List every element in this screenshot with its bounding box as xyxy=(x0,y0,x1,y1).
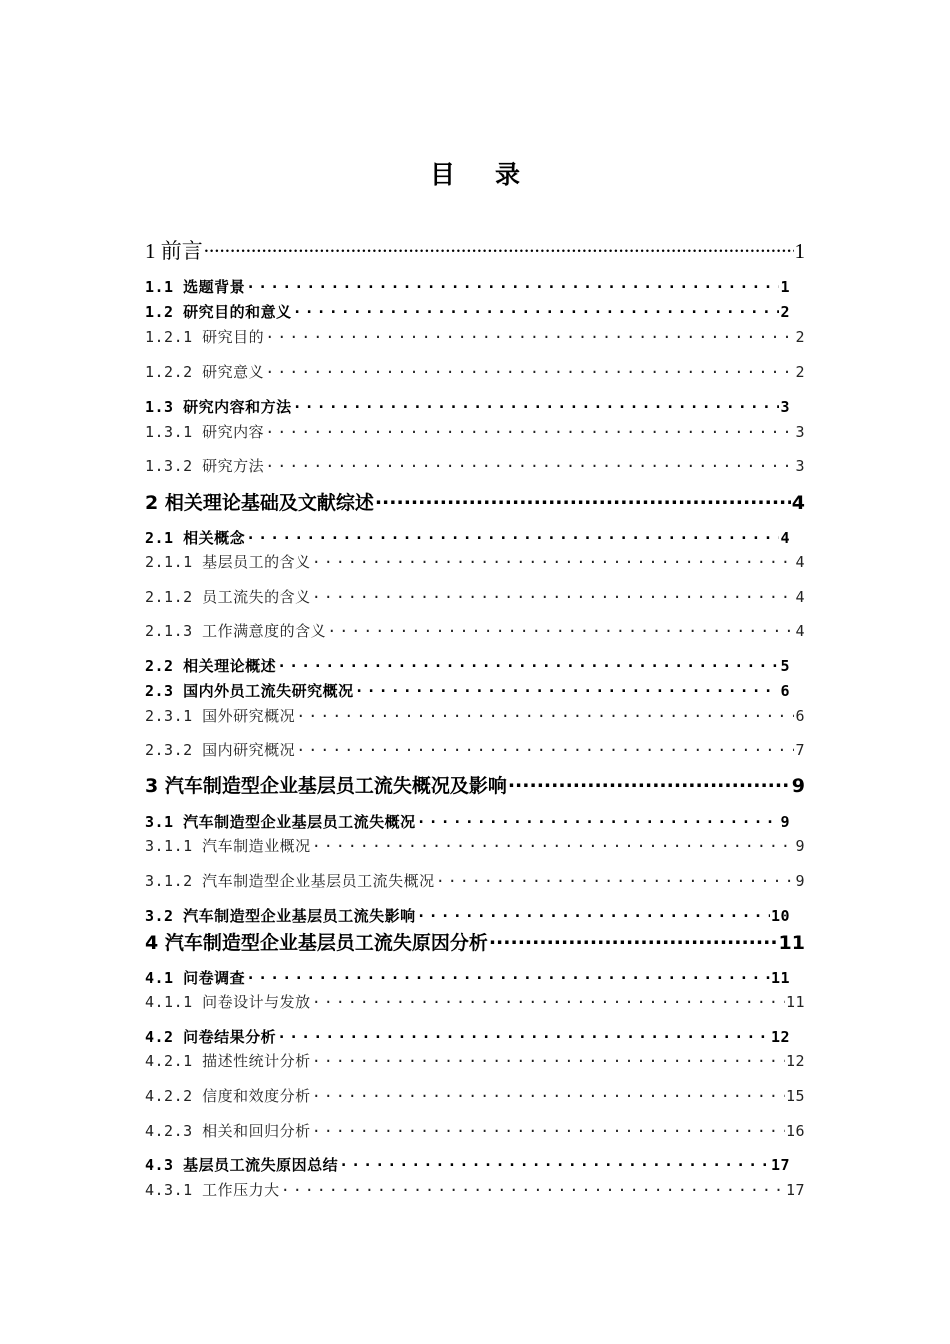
toc-entry-label: 4.3.1 工作压力大 xyxy=(145,1181,280,1199)
dot-leader xyxy=(296,706,794,721)
toc-page-number: 9 xyxy=(791,775,805,797)
page-title xyxy=(0,158,950,192)
toc-page-number: 3 xyxy=(795,423,805,441)
toc-page-number: 10 xyxy=(770,907,790,925)
title-char-1: 目 xyxy=(429,160,455,189)
toc-page-number: 11 xyxy=(778,932,805,954)
toc-page-number: 3 xyxy=(780,398,790,416)
toc-entry[interactable] xyxy=(145,991,805,1012)
toc-page-number: 9 xyxy=(780,813,790,831)
dot-leader xyxy=(312,836,795,851)
toc-entry[interactable] xyxy=(145,1050,805,1071)
dot-leader xyxy=(296,740,794,755)
dot-leader xyxy=(277,1027,770,1042)
dot-leader xyxy=(312,1051,785,1066)
toc-entry[interactable] xyxy=(145,811,790,832)
dot-leader xyxy=(265,327,794,342)
toc-entry-label: 2.1.3 工作满意度的含义 xyxy=(145,622,327,640)
toc-entry-label: 1.3.1 研究内容 xyxy=(145,423,265,441)
toc-entry[interactable] xyxy=(145,421,805,442)
toc-entry[interactable] xyxy=(145,527,790,548)
toc-page-number: 1 xyxy=(794,239,805,263)
toc-page-number: 9 xyxy=(795,837,805,855)
toc-entry[interactable] xyxy=(145,276,790,297)
toc-entry[interactable] xyxy=(145,1085,805,1106)
toc-page-number: 17 xyxy=(770,1156,790,1174)
toc-page-number: 12 xyxy=(785,1052,805,1070)
toc-entry-label: 2.1.1 基层员工的含义 xyxy=(145,553,311,571)
dot-leader xyxy=(246,277,779,292)
toc-page-number: 4 xyxy=(795,553,805,571)
toc-page-number: 11 xyxy=(785,993,805,1011)
dot-leader xyxy=(265,422,794,437)
dot-leader xyxy=(339,1155,770,1170)
dot-leader xyxy=(265,362,794,377)
toc-entry-label: 4 汽车制造型企业基层员工流失原因分析 xyxy=(145,932,488,954)
dot-leader xyxy=(312,1121,785,1136)
toc-page-number: 2 xyxy=(780,303,790,321)
toc-entry-label: 4.3 基层员工流失原因总结 xyxy=(145,1156,339,1174)
dot-leader xyxy=(489,930,778,949)
toc-page-number: 2 xyxy=(795,363,805,381)
toc-entry[interactable] xyxy=(145,835,805,856)
toc-entry[interactable] xyxy=(145,967,790,988)
toc-entry-label: 1.2 研究目的和意义 xyxy=(145,303,292,321)
dot-leader xyxy=(417,906,770,921)
toc-page-number: 15 xyxy=(785,1087,805,1105)
toc-entry-label: 2.3.2 国内研究概况 xyxy=(145,741,296,759)
toc-entry[interactable] xyxy=(145,586,805,607)
dot-leader xyxy=(312,1086,785,1101)
toc-entry-label: 2.2 相关理论概述 xyxy=(145,657,277,675)
toc-entry-label: 3.1.2 汽车制造型企业基层员工流失概况 xyxy=(145,872,435,890)
toc-entry[interactable] xyxy=(145,771,805,798)
toc-entry-label: 4.2.3 相关和回归分析 xyxy=(145,1122,311,1140)
toc-entry[interactable] xyxy=(145,1120,805,1141)
dot-leader xyxy=(293,302,780,317)
toc-entry-label: 2 相关理论基础及文献综述 xyxy=(145,492,374,514)
dot-leader xyxy=(508,773,791,792)
toc-entry[interactable] xyxy=(145,396,790,417)
toc-entry[interactable] xyxy=(145,1026,790,1047)
toc-page-number: 9 xyxy=(795,872,805,890)
toc-entry[interactable] xyxy=(145,620,805,641)
toc-page-number: 12 xyxy=(770,1028,790,1046)
toc-entry[interactable] xyxy=(145,739,805,760)
toc-page-number: 3 xyxy=(795,457,805,475)
toc-entry-label: 4.2 问卷结果分析 xyxy=(145,1028,277,1046)
toc-entry-label: 1 前言 xyxy=(145,239,203,263)
dot-leader xyxy=(293,397,780,412)
toc-entry-label: 1.3.2 研究方法 xyxy=(145,457,265,475)
dot-leader xyxy=(417,812,780,827)
toc-entry-label: 2.3 国内外员工流失研究概况 xyxy=(145,682,354,700)
dot-leader xyxy=(312,992,785,1007)
toc-page-number: 11 xyxy=(770,969,790,987)
toc-page-number: 1 xyxy=(780,278,790,296)
toc-page-number: 4 xyxy=(791,492,805,514)
toc-entry-label: 2.3.1 国外研究概况 xyxy=(145,707,296,725)
toc-page-number: 17 xyxy=(785,1181,805,1199)
toc-entry[interactable] xyxy=(145,361,805,382)
toc-page-number: 6 xyxy=(780,682,790,700)
toc-entry-label: 1.2.2 研究意义 xyxy=(145,363,265,381)
toc-entry[interactable] xyxy=(145,680,790,701)
toc-entry-label: 3 汽车制造型企业基层员工流失概况及影响 xyxy=(145,775,507,797)
toc-entry-label: 1.2.1 研究目的 xyxy=(145,328,265,346)
toc-entry-label: 4.1.1 问卷设计与发放 xyxy=(145,993,311,1011)
toc-entry[interactable] xyxy=(145,928,805,955)
dot-leader xyxy=(246,528,779,543)
dot-leader xyxy=(277,656,779,671)
title-char-2: 录 xyxy=(495,160,521,189)
toc-page-number: 4 xyxy=(795,588,805,606)
toc-entry-label: 3.1 汽车制造型企业基层员工流失概况 xyxy=(145,813,416,831)
toc-page-number: 6 xyxy=(795,707,805,725)
dot-leader xyxy=(246,968,770,983)
toc-page-number: 5 xyxy=(780,657,790,675)
dot-leader xyxy=(327,621,794,636)
toc-entry-label: 2.1.2 员工流失的含义 xyxy=(145,588,311,606)
toc-page-number: 2 xyxy=(795,328,805,346)
toc-page-number: 16 xyxy=(785,1122,805,1140)
toc-entry[interactable] xyxy=(145,301,790,322)
toc-entry[interactable] xyxy=(145,655,790,676)
dot-leader xyxy=(265,456,794,471)
dot-leader xyxy=(281,1180,785,1195)
toc-entry[interactable] xyxy=(145,1179,805,1200)
dot-leader xyxy=(204,237,794,258)
toc-entry[interactable] xyxy=(145,905,790,926)
toc-entry[interactable] xyxy=(145,705,805,726)
toc-entry[interactable] xyxy=(145,455,805,476)
toc-entry[interactable] xyxy=(145,551,805,572)
toc-entry-label: 3.2 汽车制造型企业基层员工流失影响 xyxy=(145,907,416,925)
toc-entry-label: 4.1 问卷调查 xyxy=(145,969,246,987)
toc-page-number: 7 xyxy=(795,741,805,759)
dot-leader xyxy=(312,587,795,602)
toc-entry[interactable] xyxy=(145,326,805,347)
dot-leader xyxy=(436,871,795,886)
toc-entry[interactable] xyxy=(145,235,805,265)
dot-leader xyxy=(312,552,795,567)
toc-entry[interactable] xyxy=(145,488,805,515)
dot-leader xyxy=(375,490,791,509)
toc-entry-label: 4.2.1 描述性统计分析 xyxy=(145,1052,311,1070)
toc-entry-label: 1.1 选题背景 xyxy=(145,278,246,296)
toc-entry-label: 1.3 研究内容和方法 xyxy=(145,398,292,416)
dot-leader xyxy=(355,681,780,696)
toc-entry[interactable] xyxy=(145,1154,790,1175)
toc-entry[interactable] xyxy=(145,870,805,891)
toc-entry-label: 3.1.1 汽车制造业概况 xyxy=(145,837,311,855)
toc-page-number: 4 xyxy=(780,529,790,547)
toc-page-number: 4 xyxy=(795,622,805,640)
toc-entry-label: 4.2.2 信度和效度分析 xyxy=(145,1087,311,1105)
toc-entry-label: 2.1 相关概念 xyxy=(145,529,246,547)
